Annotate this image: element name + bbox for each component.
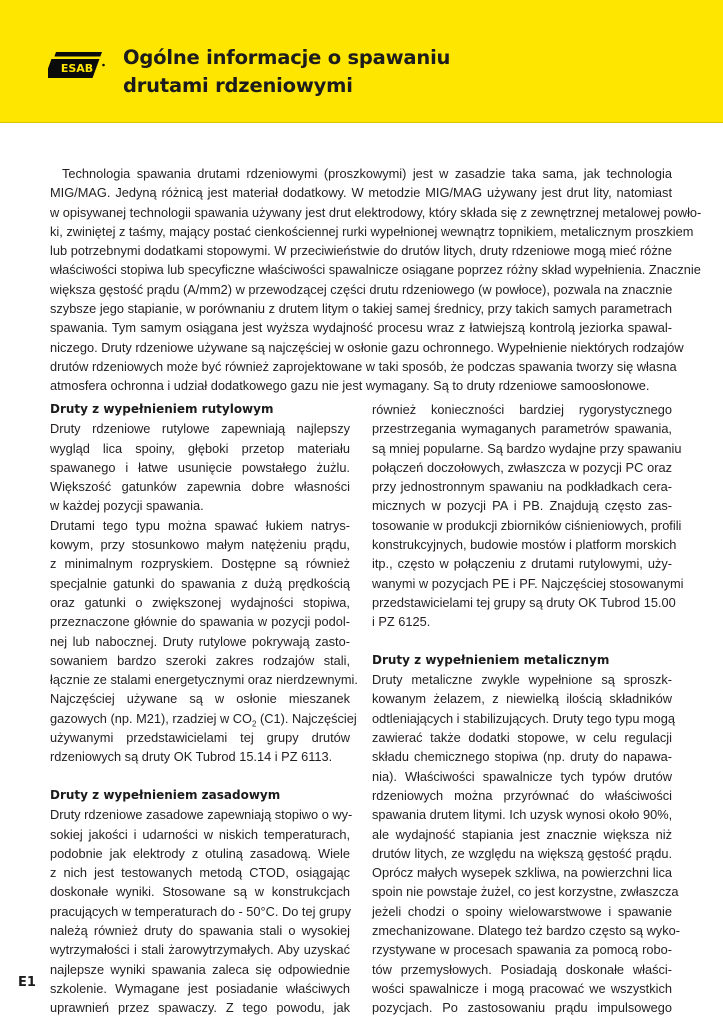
- left-column: [50, 400, 358, 1018]
- body-line: Drutami tego typu można spawać łukiem natrys-: [50, 517, 350, 533]
- page-number: E1: [18, 975, 36, 990]
- co2-text-after: (C1). Najczęściej: [256, 710, 357, 726]
- intro-line: ki, zwiniętej z taśmy, mający postać cienkościennej rurki wypełnionej wewnątrz topnikiem, metalicznym proszkiem: [50, 223, 694, 239]
- spacer: [50, 767, 350, 786]
- logo-text: ESAB: [60, 62, 94, 75]
- body-line: itp., często w połączeniu z drutami rutylowymi, uży-: [372, 556, 672, 572]
- body-line: uprawnień przez spawaczy. Z tego powodu, jak: [50, 1000, 350, 1016]
- section-heading-metaliczne: Druty z wypełnieniem metalicznym: [372, 652, 610, 667]
- body-line: sowaniem bardzo szeroki zakres rodzajów stali,: [50, 652, 350, 668]
- logo-dot: [102, 64, 105, 67]
- body-line: najlepsze wyniki spawania zaleca się odpowiednie: [50, 961, 350, 977]
- page-title-line-2: drutami rdzeniowymi: [123, 74, 353, 97]
- body-line: Druty metaliczne zwykle wypełnione są sproszk-: [372, 672, 672, 688]
- intro-line: Technologia spawania drutami rdzeniowymi (proszkowymi) jest w zasadzie taka sama, jak technologia: [62, 166, 672, 181]
- body-line: wości spawalnicze i mogą pracować we wszystkich: [372, 980, 672, 996]
- body-line: tosowanie w produkcji zbiorników ciśnieniowych, profili: [372, 517, 682, 533]
- page-header: [0, 0, 723, 123]
- body-line: rdzeniowych są druty OK Tubrod 15.14 i PZ 6113.: [50, 749, 333, 765]
- body-line: nia). Właściwości spawalnicze tych typów drutów: [372, 768, 672, 784]
- intro-paragraph: [50, 164, 702, 396]
- body-line: spoin nie powstaje żużel, co jest korzystne, zwłaszcza: [372, 884, 679, 900]
- body-line: spawanego i łatwe usunięcie powstałego żużlu.: [50, 459, 350, 475]
- page-title: [123, 44, 450, 100]
- body-line: składu chemicznego stopiwa (np. druty do napawa-: [372, 749, 672, 765]
- body-line: są mniej popularne. Są bardzo wydajne przy spawaniu: [372, 440, 682, 456]
- co2-subscript: 2: [251, 719, 257, 729]
- page-title-line-1: Ogólne informacje o spawaniu: [123, 46, 451, 69]
- body-line: również konieczności bardziej rygorystycznego: [372, 402, 672, 417]
- body-line: przeznaczone głównie do spawania w pozycji podol-: [50, 614, 350, 630]
- body-line: Druty rdzeniowe zasadowe zapewniają stopiwo o wy-: [50, 807, 353, 823]
- body-line: przedstawicielami tej grupy są druty OK Tubrod 15.00: [372, 594, 676, 610]
- body-line: podobnie jak elektrody z otuliną zasadową. Wiele: [50, 845, 350, 861]
- body-line: pracujących w temperaturach do - 50°C. Do tej grupy: [50, 903, 352, 919]
- body-line: z nich jest testowanych metodą CTOD, osiągając: [50, 865, 350, 881]
- intro-line: większa gęstość prądu (A/mm2) w przewodzącej części drutu rdzeniowego (w powłoce), pozwala na znacznie: [50, 281, 673, 297]
- section-heading-zasadowe: Druty z wypełnieniem zasadowym: [50, 787, 281, 802]
- intro-line: niczego. Druty rdzeniowe używane są najczęściej w osłonie gazu ochronnego. Wypełnienie niektórych rodzajów: [50, 339, 684, 355]
- body-line: w każdej pozycji spawania.: [50, 498, 204, 514]
- intro-line: szybsze jego stapianie, w porównaniu z drutem litym o takiej samej średnicy, przy takich samych parametrach: [50, 301, 672, 317]
- body-line: jeżeli chodzi o spoiny wielowarstwowe i spawanie: [372, 903, 672, 919]
- body-line: zawierać także dodatki stopowe, w celu regulacji: [372, 730, 672, 746]
- body-line: ale wydajność stapiania jest znacznie większa niż: [372, 826, 672, 842]
- spacer: [372, 632, 672, 651]
- body-line: odtleniających i stabilizujących. Druty tego typu mogą: [372, 710, 676, 726]
- body-line: używanymi przedstawicielami tej grupy drutów: [50, 730, 350, 746]
- body-line: przestrzegania wymaganych parametrów spawania,: [372, 421, 672, 437]
- body-line: drutów litych, ze względu na większą gęstość prądu.: [372, 845, 672, 861]
- body-line: Druty rdzeniowe rutylowe zapewniają najlepszy: [50, 421, 350, 437]
- co2-text-before: gazowych (np. M21), rzadziej w CO: [50, 710, 252, 726]
- body-line: micznych w pozycji PA i PB. Znajdują często zas-: [372, 498, 672, 514]
- body-line: rzystywane w procesach spawania za pomocą robo-: [372, 942, 672, 958]
- body-line: wanymi w pozycjach PE i PF. Najczęściej stosowanymi: [372, 575, 684, 591]
- intro-line: spawania. Tym samym osiągana jest wyższa wydajność procesu wraz z łatwiejszą kontrolą jeziorka spawal-: [50, 320, 672, 336]
- body-line: szkolenie. Wymagane jest posiadanie właściwych: [50, 980, 350, 996]
- body-line: i PZ 6125.: [372, 614, 431, 630]
- intro-line: MIG/MAG. Jedyną różnicą jest materiał dodatkowy. W metodzie MIG/MAG używany jest drut lity, natomiast: [50, 185, 672, 201]
- body-line: wygląd lica spoiny, głęboki przetop materiału: [50, 440, 350, 456]
- body-line: zmechanizowane. Dlatego też bardzo często są wyko-: [372, 923, 680, 939]
- esab-logo: [48, 50, 106, 80]
- section-heading-rutylowe: Druty z wypełnieniem rutylowym: [50, 402, 274, 416]
- body-line: specjalnie gatunki do spawania z dużą prędkością: [50, 575, 350, 591]
- body-line: z minimalnym rozpryskiem. Dostępne są również: [50, 556, 350, 572]
- body-line: łącznie ze stalami energetycznymi oraz nierdzewnymi.: [50, 672, 358, 688]
- body-line: kowym, przy stosunkowo małym natężeniu prądu,: [50, 537, 350, 553]
- body-line: Najczęściej używane są w osłonie mieszanek: [50, 691, 350, 707]
- body-line: oraz gatunki o zwiększonej wydajności stopiwa,: [50, 594, 350, 610]
- body-line: sokiej jakości i udarności w niskich temperaturach,: [50, 826, 350, 842]
- body-line: wytrzymałości i stali żarowytrzymałych. Aby uzyskać: [50, 942, 350, 958]
- intro-line: lub potrzebnymi dodatkami stopowymi. W przeciwieństwie do drutów litych, druty rdzeniowe mogą mieć różne: [50, 243, 672, 259]
- body-line: konstrukcyjnych, budowie mostów i platform morskich: [372, 537, 677, 553]
- body-line: spawania drutem litymi. Ich uzysk wynosi około 90%,: [372, 807, 673, 823]
- body-line: pozycjach. Po zastosowaniu prądu impulsowego: [372, 1000, 672, 1016]
- body-line: przy jednostronnym spawaniu na podkładkach cera-: [372, 479, 672, 495]
- body-line-co2: [50, 709, 357, 729]
- body-line: Większość gatunków zapewnia dobre własności: [50, 479, 350, 495]
- body-line: rdzeniowych można przyrównać do właściwości: [372, 787, 672, 803]
- intro-line: drutów rdzeniowych może być również zaprojektowane w taki sposób, że podczas spawania tworzy się własna: [50, 358, 677, 374]
- body-line: tów przemysłowych. Posiadają doskonałe właści-: [372, 961, 672, 977]
- intro-line: atmosfera ochronna i udział dodatkowego gazu nie jest wymagany. Są to druty rdzeniowe samoosłonowe.: [50, 378, 650, 394]
- intro-line: w opisywanej technologii spawania używany jest drut elektrodowy, który składa się z zewnętrznej metalowej powło-: [50, 204, 702, 220]
- intro-line: właściwości stopiwa lub specyficzne właściwości spawalnicze osiągane poprzez różny skład wypełnienia. Znacznie: [50, 262, 701, 278]
- body-line: połączeń doczołowych, zwłaszcza w pozycji PC oraz: [372, 459, 672, 475]
- body-line: nej lub nabocznej. Druty rutylowe pokrywają zasto-: [50, 633, 350, 649]
- body-line: Oprócz małych wysepek szkliwa, na powierzchni lica: [372, 865, 672, 881]
- body-line: należą również druty do spawania stali o wysokiej: [50, 923, 350, 939]
- logo-top-stripe: [54, 52, 102, 57]
- body-line: kowanym żelazem, z niewielką ilością składników: [372, 691, 672, 707]
- body-line: doskonałe wyniki. Stosowane są w konstrukcjach: [50, 884, 350, 900]
- right-column: [372, 400, 684, 1018]
